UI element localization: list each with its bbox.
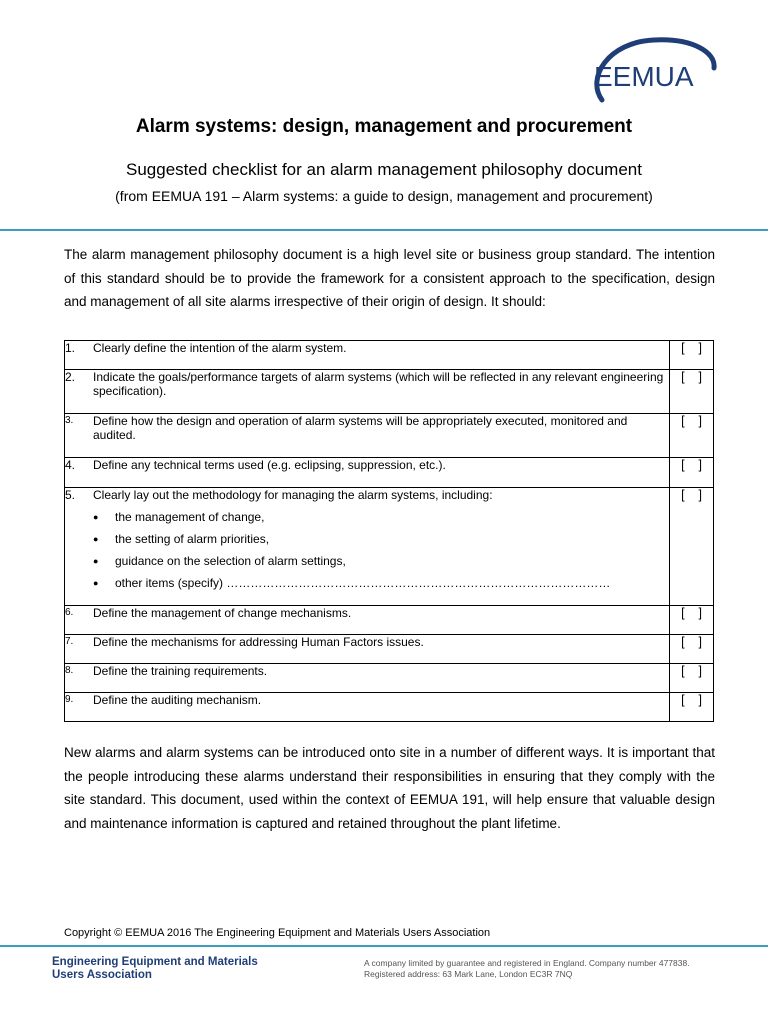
bullet-icon: ● bbox=[93, 512, 99, 522]
registration-line: Registered address: 63 Mark Lane, London EC3R 7NQ bbox=[364, 969, 573, 979]
item-number: 7. bbox=[65, 636, 74, 647]
checkbox[interactable]: [ ] bbox=[670, 606, 714, 635]
item-number: 5. bbox=[65, 488, 76, 502]
checkbox[interactable]: [ ] bbox=[670, 341, 714, 370]
methodology-bullet-list bbox=[65, 506, 669, 594]
item-text: Define the management of change mechanisms. bbox=[93, 606, 352, 620]
item-number: 3. bbox=[65, 415, 74, 426]
checklist-row bbox=[65, 414, 714, 458]
bullet-icon: ● bbox=[93, 534, 99, 544]
logo-wordmark: EEMUA bbox=[594, 61, 694, 92]
registration-details bbox=[364, 958, 690, 980]
checklist-row bbox=[65, 635, 714, 664]
list-item bbox=[93, 572, 669, 594]
item-text: Define the mechanisms for addressing Human Factors issues. bbox=[93, 635, 424, 649]
checklist-row bbox=[65, 606, 714, 635]
item-text: Clearly define the intention of the alarm system. bbox=[93, 341, 347, 355]
item-number: 9. bbox=[65, 694, 74, 705]
checkbox[interactable]: [ ] bbox=[670, 693, 714, 722]
checkbox[interactable]: [ ] bbox=[670, 664, 714, 693]
document-subtitle: Suggested checklist for an alarm management philosophy document bbox=[126, 160, 642, 179]
item-text: Clearly lay out the methodology for managing the alarm systems, including: bbox=[93, 488, 493, 502]
item-number: 6. bbox=[65, 607, 74, 618]
item-text: Indicate the goals/performance targets of alarm systems (which will be reflected in any relevant engineering specification). bbox=[93, 370, 664, 398]
bullet-text: other items (specify) …………………………………………………………………………………… bbox=[115, 576, 611, 590]
registration-line: A company limited by guarantee and registered in England. Company number 477838. bbox=[364, 958, 690, 968]
header-divider bbox=[0, 229, 768, 231]
checklist-row bbox=[65, 664, 714, 693]
list-item bbox=[93, 506, 669, 528]
bullet-icon: ● bbox=[93, 556, 99, 566]
footer-divider bbox=[0, 945, 768, 947]
checklist-row bbox=[65, 693, 714, 722]
bullet-text: the management of change, bbox=[115, 510, 265, 524]
list-item bbox=[93, 550, 669, 572]
item-number: 1. bbox=[65, 341, 76, 355]
checklist-table bbox=[64, 340, 714, 722]
item-text: Define the auditing mechanism. bbox=[93, 693, 262, 707]
checkbox[interactable]: [ ] bbox=[670, 370, 714, 414]
checkbox[interactable]: [ ] bbox=[670, 458, 714, 488]
document-source: (from EEMUA 191 – Alarm systems: a guide to design, management and procurement) bbox=[115, 188, 653, 204]
checkbox[interactable]: [ ] bbox=[670, 488, 714, 606]
item-text: Define the training requirements. bbox=[93, 664, 268, 678]
bullet-icon: ● bbox=[93, 578, 99, 588]
bullet-text: guidance on the selection of alarm settings, bbox=[115, 554, 346, 568]
checklist-row bbox=[65, 488, 714, 606]
organisation-name-line: Users Association bbox=[52, 969, 152, 981]
checkbox[interactable]: [ ] bbox=[670, 635, 714, 664]
item-text: Define any technical terms used (e.g. eclipsing, suppression, etc.). bbox=[93, 458, 446, 472]
checklist-row bbox=[65, 458, 714, 488]
organisation-name-line: Engineering Equipment and Materials bbox=[52, 956, 258, 968]
eemua-logo-mark bbox=[588, 36, 720, 112]
item-number: 4. bbox=[65, 458, 76, 472]
checklist-row bbox=[65, 341, 714, 370]
item-number: 8. bbox=[65, 665, 74, 676]
bullet-text: the setting of alarm priorities, bbox=[115, 532, 270, 546]
item-text: Define how the design and operation of alarm systems will be appropriately executed, monitored and audited. bbox=[93, 414, 628, 442]
organisation-name bbox=[52, 956, 258, 982]
closing-paragraph: New alarms and alarm systems can be introduced onto site in a number of different ways. It is important that the people introducing these alarms understand their responsibilities in ensuring that they comply with the site standard. This document, used within the context of EEMUA 191, will help ensure that valuable design and maintenance information is captured and retained throughout the plant lifetime. bbox=[64, 745, 715, 831]
checkbox[interactable]: [ ] bbox=[670, 414, 714, 458]
intro-paragraph: The alarm management philosophy document is a high level site or business group standard. The intention of this standard should be to provide the framework for a consistent approach to the specification, design and management of all site alarms irrespective of their origin of design. It should: bbox=[64, 247, 715, 309]
copyright-notice: Copyright © EEMUA 2016 The Engineering Equipment and Materials Users Association bbox=[64, 927, 491, 939]
document-title: Alarm systems: design, management and procurement bbox=[135, 116, 633, 137]
eemua-logo bbox=[588, 36, 720, 112]
list-item bbox=[93, 528, 669, 550]
checklist-row bbox=[65, 370, 714, 414]
item-number: 2. bbox=[65, 370, 76, 384]
